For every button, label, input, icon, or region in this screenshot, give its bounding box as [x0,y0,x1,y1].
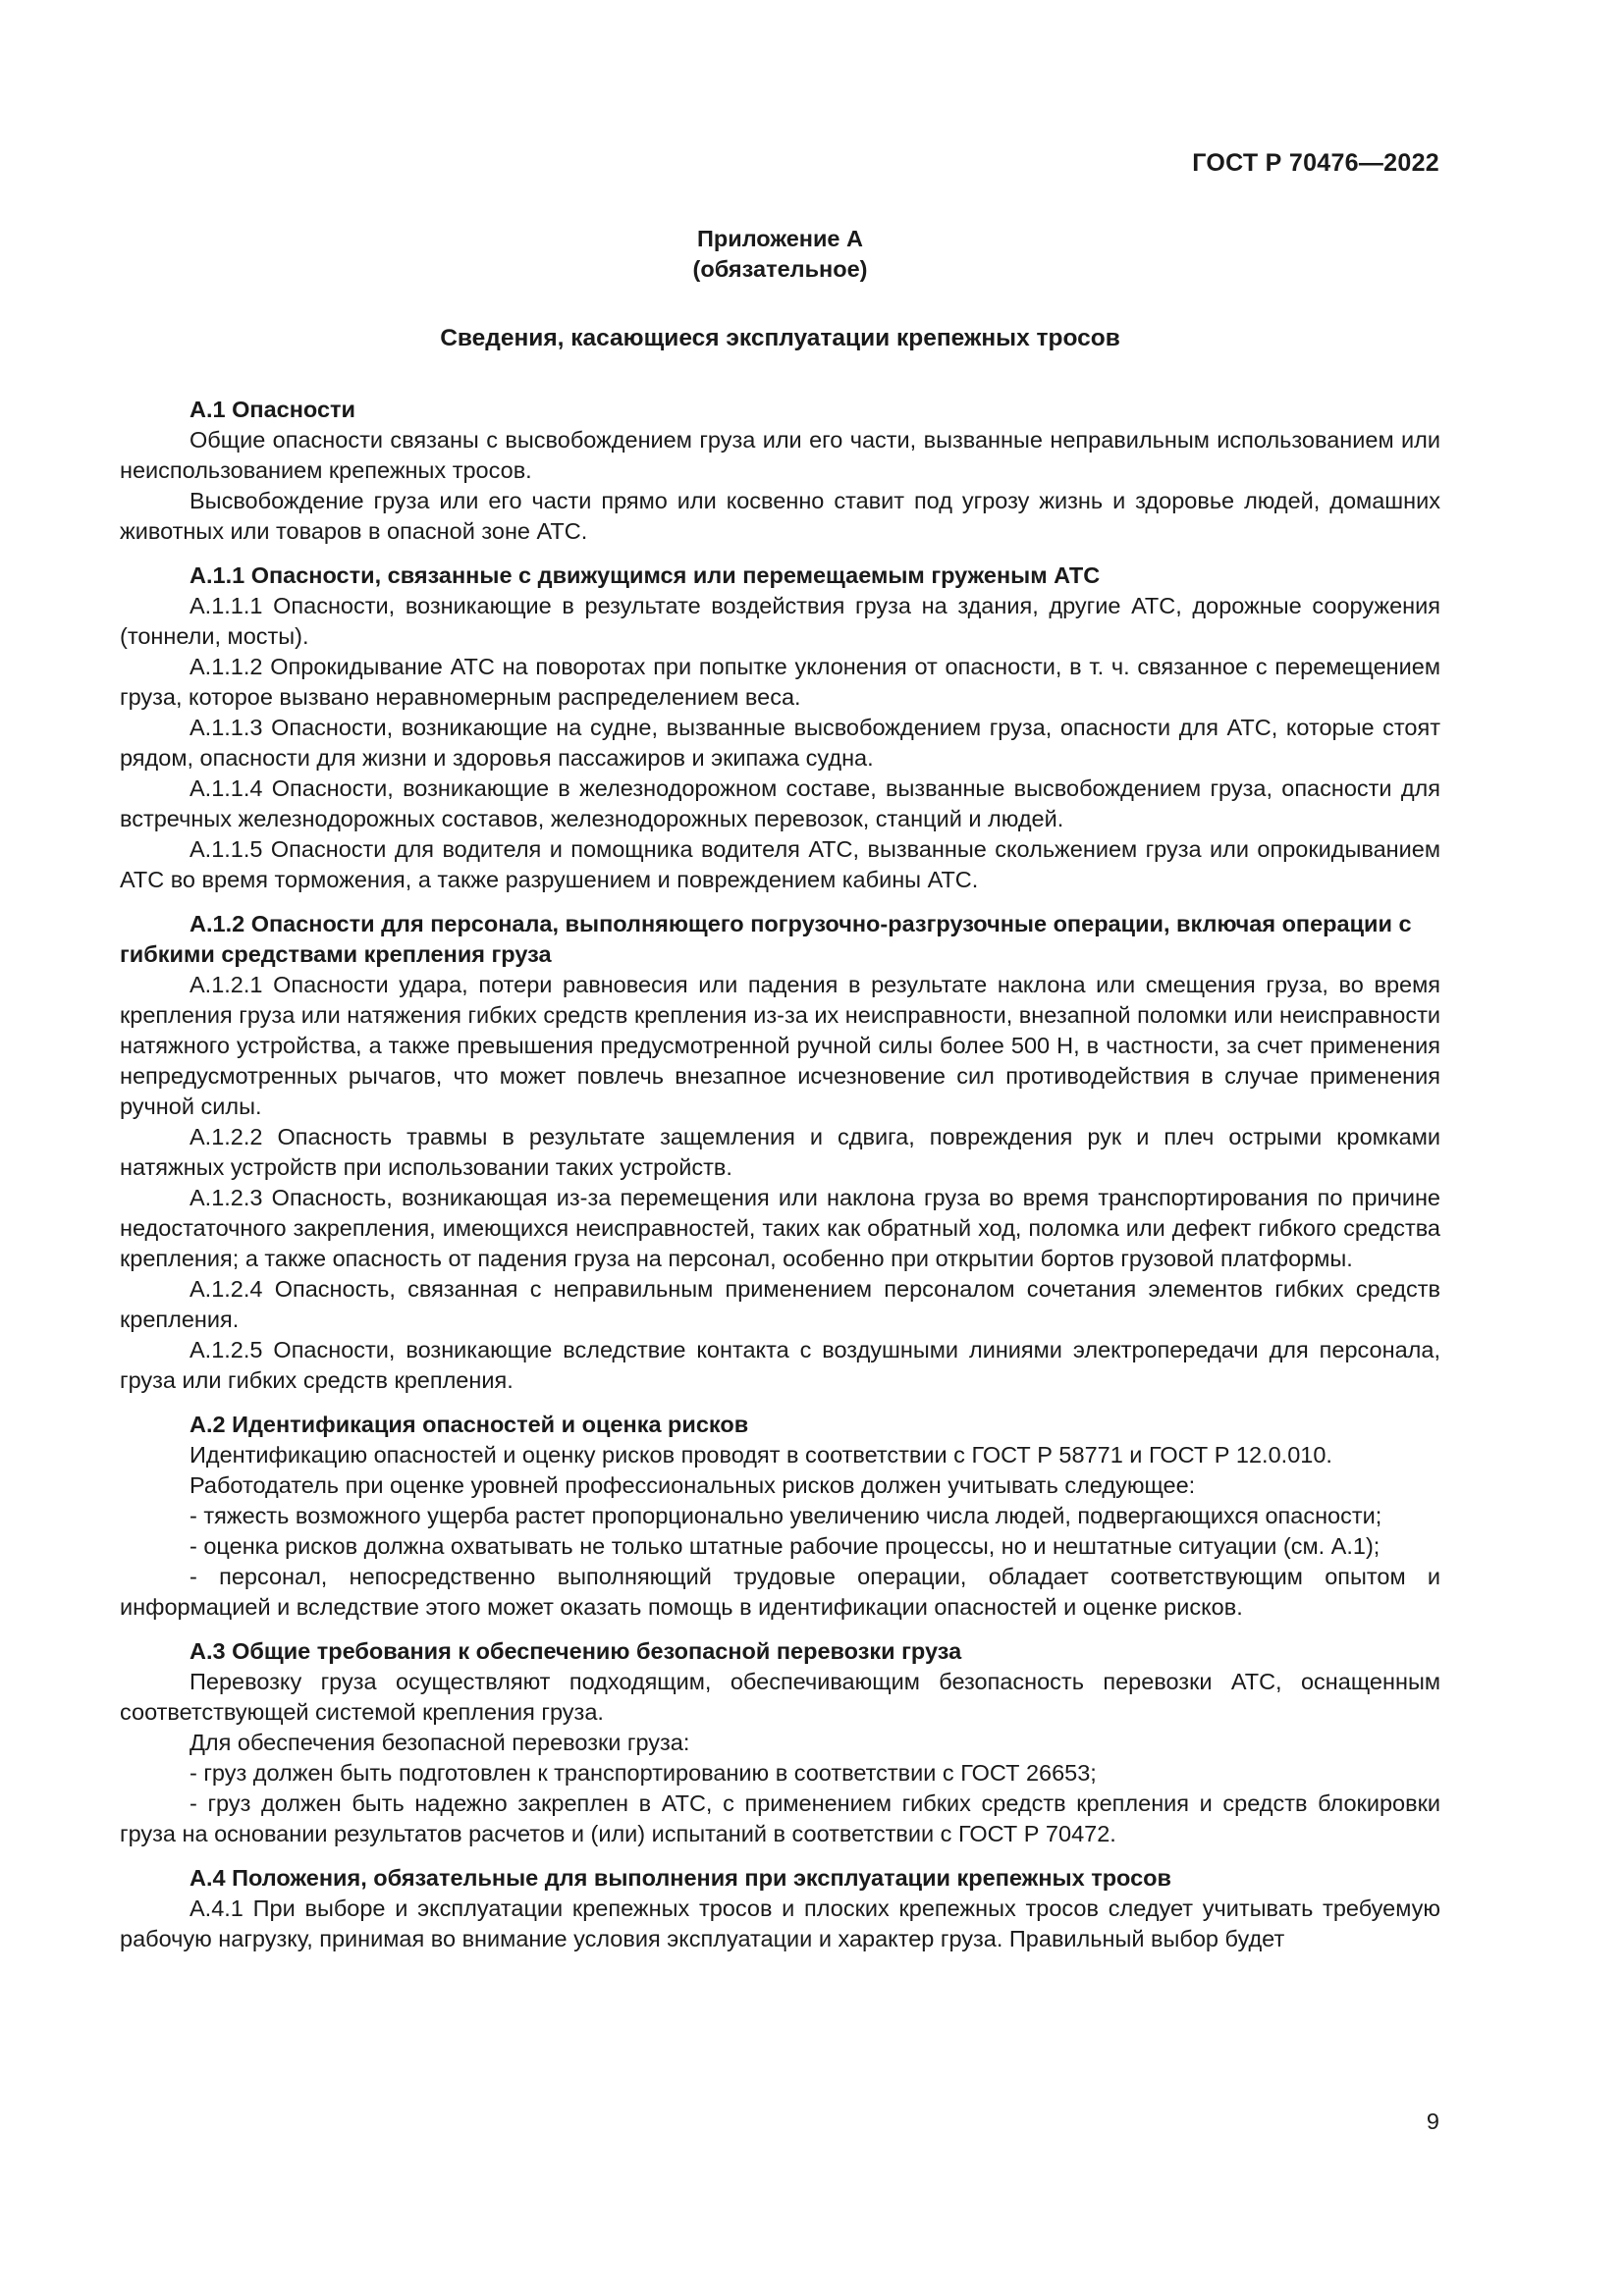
annex-title-line2: (обязательное) [692,256,868,282]
section-a3-heading: А.3 Общие требования к обеспечению безопасной перевозки груза [189,1638,962,1664]
document-code: ГОСТ Р 70476—2022 [1192,149,1439,177]
section-a1-heading: А.1 Опасности [189,397,355,422]
paragraph: А.1.2.5 Опасности, возникающие вследствие контакта с воздушными линиями электропередачи для персонала, груза или гибких средств крепления. [120,1337,1440,1393]
paragraph: Общие опасности связаны с высвобождением груза или его части, вызванные неправильным использованием или неиспользованием крепежных тросов. [120,427,1440,483]
list-item: - груз должен быть надежно закреплен в АТС, с применением гибких средств крепления и средств блокировки груза на основании результатов расчетов и (или) испытаний в соответствии с ГОСТ Р 70472. [120,1790,1440,1846]
annex-title-line1: Приложение А [697,226,863,251]
paragraph: А.1.2.3 Опасность, возникающая из-за перемещения или наклона груза во время транспортирования по причине недостаточного закрепления, имеющихся неисправностей, таких как обратный ход, поломка или дефект гибкого средства крепления; а также опасность от падения груза на персонал, особенно при открытии бортов грузовой платформы. [120,1185,1440,1271]
annex-title [120,224,1440,285]
paragraph: Для обеспечения безопасной перевозки груза: [189,1730,690,1755]
list-item: - тяжесть возможного ущерба растет пропорционально увеличению числа людей, подвергающихся опасности; [189,1503,1382,1528]
paragraph: Перевозку груза осуществляют подходящим, обеспечивающим безопасность перевозки АТС, оснащенным соответствующей системой крепления груза. [120,1669,1440,1725]
section-a4-heading: А.4 Положения, обязательные для выполнения при эксплуатации крепежных тросов [189,1865,1171,1891]
paragraph: А.1.2.4 Опасность, связанная с неправильным применением персоналом сочетания элементов гибких средств крепления. [120,1276,1440,1332]
list-item: - оценка рисков должна охватывать не только штатные рабочие процессы, но и нештатные ситуации (см. А.1); [189,1533,1380,1559]
paragraph: А.1.2.1 Опасности удара, потери равновесия или падения в результате наклона или смещения груза, во время крепления груза или натяжения гибких средств крепления из-за их неисправности, внезапной поломки или неисправности натяжного устройства, а также превышения предусмотренной ручной силы более 500 Н, в частности, за счет применения непредусмотренных рычагов, что может повлечь внезапное исчезновение сил противодействия в случае применения ручной силы. [120,972,1440,1119]
page-number: 9 [1426,2109,1439,2134]
annex-heading: Сведения, касающиеся эксплуатации крепежных тросов [440,325,1120,351]
paragraph: А.1.1.5 Опасности для водителя и помощника водителя АТС, вызванные скольжением груза или опрокидыванием АТС во время торможения, а также разрушением и повреждением кабины АТС. [120,836,1440,892]
list-item: - груз должен быть подготовлен к транспортированию в соответствии с ГОСТ 26653; [189,1760,1097,1786]
paragraph: А.1.1.2 Опрокидывание АТС на поворотах при попытке уклонения от опасности, в т. ч. связанное с перемещением груза, которое вызвано неравномерным распределением веса. [120,654,1440,710]
section-a2-heading: А.2 Идентификация опасностей и оценка рисков [189,1412,749,1437]
paragraph: А.1.1.3 Опасности, возникающие на судне, вызванные высвобождением груза, опасности для АТС, которые стоят рядом, опасности для жизни и здоровья пассажиров и экипажа судна. [120,715,1440,771]
paragraph: Высвобождение груза или его части прямо или косвенно ставит под угрозу жизнь и здоровье людей, домашних животных или товаров в опасной зоне АТС. [120,488,1440,544]
paragraph: Работодатель при оценке уровней профессиональных рисков должен учитывать следующее: [189,1472,1196,1498]
paragraph: Идентификацию опасностей и оценку рисков проводят в соответствии с ГОСТ Р 58771 и ГОСТ Р 12.0.010. [189,1442,1332,1468]
section-a11-heading: А.1.1 Опасности, связанные с движущимся или перемещаемым груженым АТС [189,562,1101,588]
section-a12-heading: А.1.2 Опасности для персонала, выполняющего погрузочно-разгрузочные операции, включая операции с гибкими средствами крепления груза [120,911,1412,967]
paragraph: А.1.2.2 Опасность травмы в результате защемления и сдвига, повреждения рук и плеч острыми кромками натяжных устройств при использовании таких устройств. [120,1124,1440,1180]
paragraph: А.1.1.1 Опасности, возникающие в результате воздействия груза на здания, другие АТС, дорожные сооружения (тоннели, мосты). [120,593,1440,649]
paragraph: А.1.1.4 Опасности, возникающие в железнодорожном составе, вызванные высвобождением груза, опасности для встречных железнодорожных составов, железнодорожных перевозок, станций и людей. [120,775,1440,831]
paragraph: А.4.1 При выборе и эксплуатации крепежных тросов и плоских крепежных тросов следует учитывать требуемую рабочую нагрузку, принимая во внимание условия эксплуатации и характер груза. Правильный выбор будет [120,1896,1440,1951]
list-item: - персонал, непосредственно выполняющий трудовые операции, обладает соответствующим опытом и информацией и вследствие этого может оказать помощь в идентификации опасностей и оценке рисков. [120,1564,1440,1620]
page-content [120,224,1440,1954]
